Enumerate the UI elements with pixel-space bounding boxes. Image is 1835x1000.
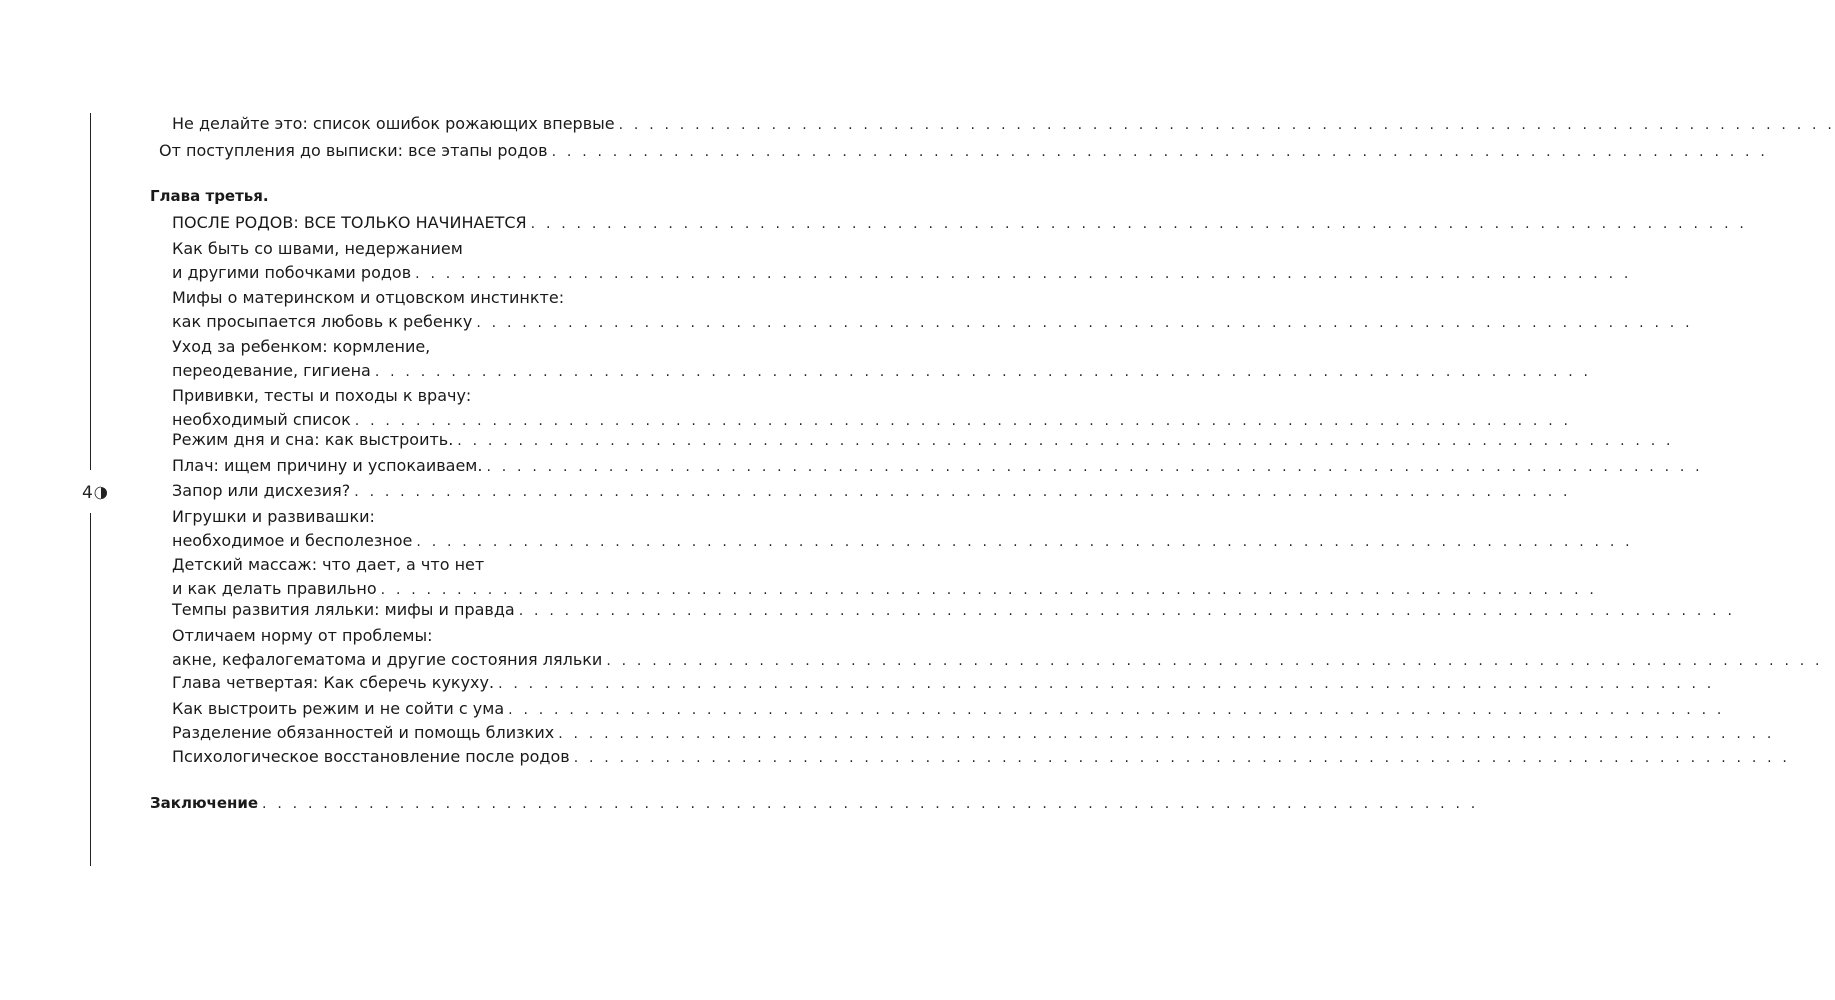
chapter-label: Глава третья.	[150, 187, 269, 205]
toc-entry-line	[172, 454, 1703, 478]
toc-entry-line	[172, 286, 632, 310]
entry-text: Глава четвертая: Как сберечь кукуху.	[172, 673, 495, 692]
dot-leader: . . . . . . . . . . . . . . . . . . . . . . . . . . . . . . . . . . . . . . . . . . . . . . . . . . . . . . . . . . . . . . . . . . . . . . . . . . . . . . . .	[416, 534, 1633, 550]
dot-leader: . . . . . . . . . . . . . . . . . . . . . . . . . . . . . . . . . . . . . . . . . . . . . . . . . . . . . . . . . . . . . . . . . . . . . . . . . . . . . . . .	[618, 117, 1835, 133]
toc-entry-line	[172, 479, 1571, 503]
entry-text: переодевание, гигиена	[172, 361, 371, 380]
entry-text: Плач: ищем причину и успокаиваем.	[172, 456, 483, 475]
toc-entry-line	[172, 384, 632, 408]
toc-entry-line	[172, 428, 1674, 452]
toc-entry-line	[172, 721, 1775, 745]
dot-leader: . . . . . . . . . . . . . . . . . . . . . . . . . . . . . . . . . . . . . . . . . . . . . . . . . . . . . . . . . . . . . . . . . . . . . . . . . . . . . . . .	[573, 750, 1791, 766]
entry-text: Как выстроить режим и не сойти с ума	[172, 699, 505, 718]
entry-text: Запор или дисхезия?	[172, 481, 351, 500]
dot-leader: . . . . . . . . . . . . . . . . . . . . . . . . . . . . . . . . . . . . . . . . . . . . . . . . . . . . . . . . . . . . . . . . . . . . . . . . . . . . . . . .	[374, 364, 1592, 380]
dot-leader: . . . . . . . . . . . . . . . . . . . . . . . . . . . . . . . . . . . . . . . . . . . . . . . . . . . . . . . . . . . . . . . . . . . . . . . . . . . . . . . .	[530, 216, 1748, 232]
entry-text: Темпы развития ляльки: мифы и правда	[172, 600, 515, 619]
toc-entry-line	[172, 112, 1835, 136]
dot-leader: . . . . . . . . . . . . . . . . . . . . . . . . . . . . . . . . . . . . . . . . . . . . . . . . . . . . . . . . . . . . . . . . . . . . . . . . . . . . . . . .	[354, 484, 1571, 500]
dot-leader: . . . . . . . . . . . . . . . . . . . . . . . . . . . . . . . . . . . . . . . . . . . . . . . . . . . . . . . . . . . . . . . . . . . . . . . . . . . . . . . .	[498, 676, 1715, 692]
dot-leader: . . . . . . . . . . . . . . . . . . . . . . . . . . . . . . . . . . . . . . . . . . . . . . . . . . . . . . . . . . . . . . . . . . . . . . . . . . . . . . . .	[476, 315, 1693, 331]
toc-entry-line	[172, 310, 1693, 334]
entry-text: акне, кефалогематома и другие состояния ляльки	[172, 650, 603, 669]
margin-rule-bottom	[90, 513, 91, 866]
entry-text: Отличаем норму от проблемы:	[172, 626, 433, 645]
dot-leader: . . . . . . . . . . . . . . . . . . . . . . . . . . . . . . . . . . . . . . . . . . . . . . . . . . . . . . . . . . . . . . . . . . . . . . . . . . . . . . . .	[380, 582, 1598, 598]
chapter-title	[172, 211, 1748, 235]
entry-text: и как делать правильно	[172, 579, 377, 598]
toc-entry-line	[172, 529, 1633, 553]
dot-leader: . . . . . . . . . . . . . . . . . . . . . . . . . . . . . . . . . . . . . . . . . . . . . . . . . . . . . . . . . . . . . . . . . . . . . . . . . . . . . . . .	[606, 653, 1823, 669]
toc-entry-line	[159, 139, 1768, 163]
dot-leader: . . . . . . . . . . . . . . . . . . . . . . . . . . . . . . . . . . . . . . . . . . . . . . . . . . . . . . . . . . . . . . . . . . . . . . . . . . . . . . . .	[508, 702, 1725, 718]
toc-entry-line	[172, 697, 1725, 721]
entry-text: как просыпается любовь к ребенку	[172, 312, 473, 331]
entry-text: Психологическое восстановление после родов	[172, 747, 570, 766]
entry-text: и другими побочками родов	[172, 263, 412, 282]
toc-entry-line	[172, 261, 1632, 285]
toc-entry-line	[172, 624, 632, 648]
entry-text: Мифы о материнском и отцовском инстинкте:	[172, 288, 565, 307]
entry-text: Разделение обязанностей и помощь близких	[172, 723, 555, 742]
entry-text: Как быть со швами, недержанием	[172, 239, 463, 258]
toc-entry-line	[172, 648, 1823, 672]
entry-text: Детский массаж: что дает, а что нет	[172, 555, 485, 574]
dot-leader: . . . . . . . . . . . . . . . . . . . . . . . . . . . . . . . . . . . . . . . . . . . . . . . . . . . . . . . . . . . . . . . . . . . . . . . . . . . . . . . .	[354, 413, 1572, 429]
entry-text: необходимое и бесполезное	[172, 531, 413, 550]
entry-text: ПОСЛЕ РОДОВ: ВСЕ ТОЛЬКО НАЧИНАЕТСЯ	[172, 213, 527, 232]
entry-text: Прививки, тесты и походы к врачу:	[172, 386, 472, 405]
dot-leader: . . . . . . . . . . . . . . . . . . . . . . . . . . . . . . . . . . . . . . . . . . . . . . . . . . . . . . . . . . . . . . . . . . . . . . . . . . . . . . . .	[518, 603, 1736, 619]
entry-text: Игрушки и развивашки:	[172, 507, 375, 526]
entry-text: Не делайте это: список ошибок рожающих впервые	[172, 114, 615, 133]
entry-text: Режим дня и сна: как выстроить.	[172, 430, 454, 449]
dot-leader: . . . . . . . . . . . . . . . . . . . . . . . . . . . . . . . . . . . . . . . . . . . . . . . . . . . . . . . . . . . . . . . . . . . . . . . . . . . . . . . .	[262, 796, 1479, 812]
dot-leader: . . . . . . . . . . . . . . . . . . . . . . . . . . . . . . . . . . . . . . . . . . . . . . . . . . . . . . . . . . . . . . . . . . . . . . . . . . . . . . . .	[457, 433, 1674, 449]
toc-entry-line	[172, 359, 1592, 383]
page-number: 4	[82, 483, 93, 503]
dot-leader: . . . . . . . . . . . . . . . . . . . . . . . . . . . . . . . . . . . . . . . . . . . . . . . . . . . . . . . . . . . . . . . . . . . . . . . . . . . . . . . .	[486, 459, 1703, 475]
toc-entry-line	[172, 745, 1791, 769]
margin-rule-top	[90, 113, 91, 470]
entry-text: Уход за ребенком: кормление,	[172, 337, 431, 356]
toc-entry-line	[172, 671, 1715, 695]
half-moon-icon	[95, 487, 107, 499]
toc-entry-line	[172, 598, 1736, 622]
toc-entry-line	[172, 553, 632, 577]
entry-text: необходимый список	[172, 410, 351, 429]
conclusion-entry	[150, 791, 1479, 815]
dot-leader: . . . . . . . . . . . . . . . . . . . . . . . . . . . . . . . . . . . . . . . . . . . . . . . . . . . . . . . . . . . . . . . . . . . . . . . . . . . . . . . .	[415, 266, 1632, 282]
dot-leader: . . . . . . . . . . . . . . . . . . . . . . . . . . . . . . . . . . . . . . . . . . . . . . . . . . . . . . . . . . . . . . . . . . . . . . . . . . . . . . . .	[558, 726, 1775, 742]
toc-entry-line	[172, 237, 632, 261]
toc-entry-line	[172, 335, 632, 359]
entry-text: Заключение	[150, 794, 259, 812]
entry-text: От поступления до выписки: все этапы родов	[159, 141, 548, 160]
dot-leader: . . . . . . . . . . . . . . . . . . . . . . . . . . . . . . . . . . . . . . . . . . . . . . . . . . . . . . . . . . . . . . . . . . . . . . . . . . . . . . . .	[551, 144, 1768, 160]
page-number-marker	[82, 480, 107, 506]
toc-entry-line	[172, 505, 632, 529]
